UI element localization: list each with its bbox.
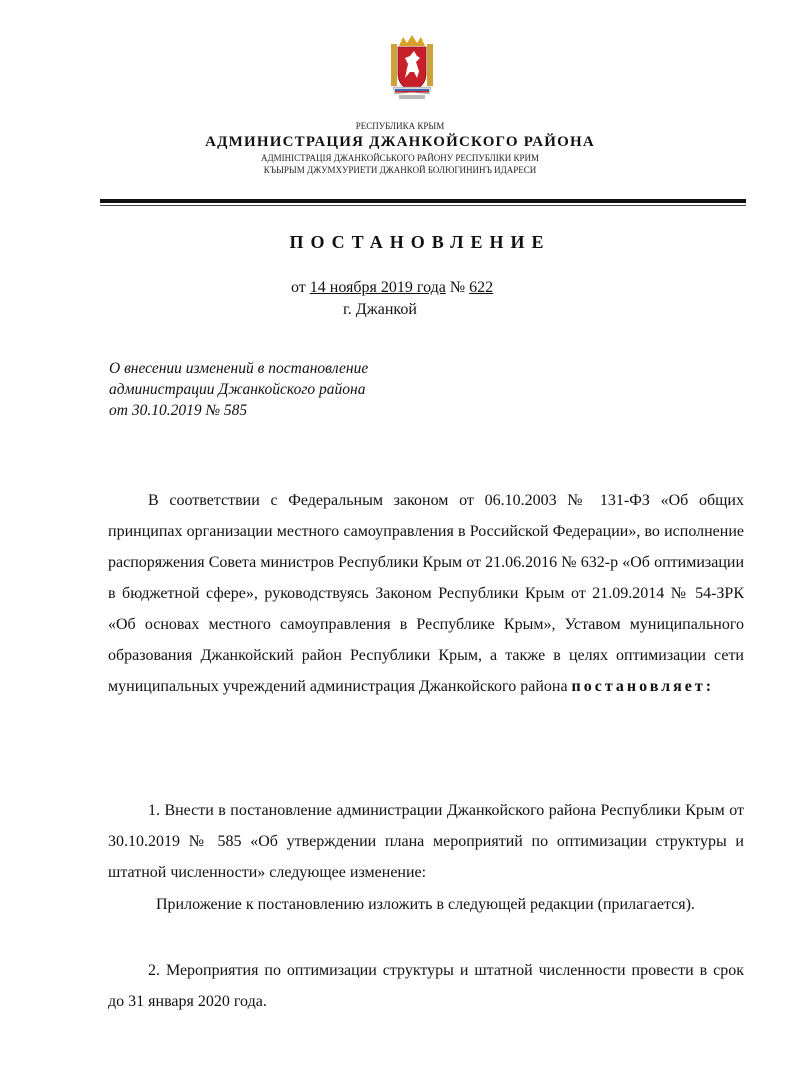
subject-line: администрации Джанкойского района: [109, 381, 366, 398]
preamble-text: В соответствии с Федеральным законом от 06.10.2003 № 131-ФЗ «Об общих принципах организации местного самоуправления в Российской Федерации», во исполнение распоряжения Совета министров Республики Крым от 21.06.2016 № 632-р «Об оптимизации в бюджетной сфере», руководствуясь Законом Республики Крым от 21.09.2014 № 54-ЗРК «Об основах местного самоуправления в Республике Крым», Уставом муниципального образования Джанкойский район Республики Крым, а также в целях оптимизации сети муниципальных учреждений администрация Джанкойского района: [108, 492, 744, 695]
number-sign: №: [449, 279, 466, 296]
administration-crimean-tatar: КЪЫРЫМ ДЖУМХУРИЕТИ ДЖАНКОЙ БОЛЮГИНИНЪ ИДАРЕСИ: [263, 165, 537, 175]
document-date: 14 ноября 2019 года: [309, 279, 446, 296]
preamble-paragraph: [108, 485, 744, 702]
date-prefix: от: [291, 279, 306, 296]
republic-label: РЕСПУБЛИКА КРЫМ: [355, 121, 445, 131]
clause-1: 1. Внести в постановление администрации Джанкойского района Республики Крым от 30.10.2019 № 585 «Об утверждении плана мероприятий по оптимизации структуры и штатной численности» следующее изменение:: [108, 802, 744, 881]
document-number: 622: [469, 279, 494, 296]
crimea-coat-of-arms-icon: [389, 34, 435, 100]
subject-line: от 30.10.2019 № 585: [109, 402, 248, 419]
administration-ukrainian: АДМІНІСТРАЦІЯ ДЖАНКОЙСЬКОГО РАЙОНУ РЕСПУБЛІКИ КРИМ: [260, 153, 540, 163]
document-type-heading: ПОСТАНОВЛЕНИЕ: [289, 232, 551, 252]
document-date-line: [291, 279, 493, 297]
header-divider-thick: [100, 199, 746, 203]
document-subject: [109, 358, 469, 421]
resolves-word: постановляет:: [571, 678, 715, 695]
header-divider-thin: [100, 205, 746, 206]
administration-title: АДМИНИСТРАЦИЯ ДЖАНКОЙСКОГО РАЙОНА: [205, 134, 595, 150]
document-city: г. Джанкой: [343, 301, 417, 318]
subject-line: О внесении изменений в постановление: [109, 360, 369, 377]
clause-1-detail: Приложение к постановлению изложить в следующей редакции (прилагается).: [156, 896, 695, 913]
clause-2: 2. Мероприятия по оптимизации структуры и штатной численности провести в срок до 31 января 2020 года.: [108, 962, 744, 1010]
